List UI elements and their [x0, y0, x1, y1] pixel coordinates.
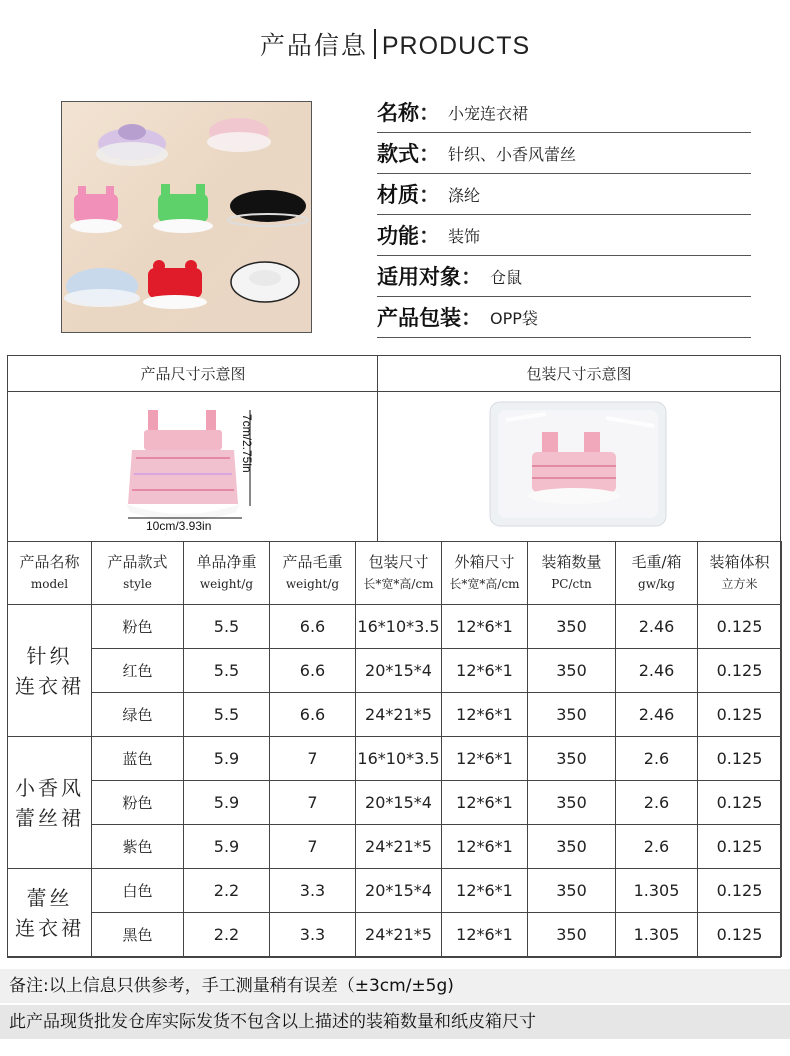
package-size-diagram-title: 包装尺寸示意图: [378, 356, 780, 392]
table-row: [8, 781, 782, 825]
qty-cell: 350: [528, 869, 616, 913]
black-lace-skirt: [228, 190, 308, 226]
diagram-divider: [377, 356, 378, 542]
info-key: 材质: [377, 183, 419, 207]
info-row: [377, 174, 751, 215]
qty-cell: 350: [528, 737, 616, 781]
pink-knit-dress: [70, 186, 122, 233]
column-header-en: PC/ctn: [551, 577, 592, 591]
width-dimension-label: 10cm/3.93in: [146, 519, 212, 533]
style-cell: 白色: [92, 869, 184, 913]
style-cell: 粉色: [92, 605, 184, 649]
vol-cell: 0.125: [698, 693, 782, 737]
box-cell: 12*6*1: [442, 605, 528, 649]
style-cell: 紫色: [92, 825, 184, 869]
table-row: [8, 825, 782, 869]
vol-cell: 0.125: [698, 605, 782, 649]
column-header-cn: 产品款式: [107, 553, 168, 571]
info-row: [377, 133, 751, 174]
product-size-diagram-title: 产品尺寸示意图: [8, 356, 378, 392]
column-header-cn: 毛重/箱: [631, 553, 682, 571]
box-cell: 12*6*1: [442, 781, 528, 825]
column-header-cn: 包装尺寸: [368, 553, 429, 571]
gross-cell: 6.6: [270, 693, 356, 737]
net-cell: 5.5: [184, 605, 270, 649]
green-knit-dress: [153, 184, 213, 233]
gw-cell: 2.6: [616, 737, 698, 781]
info-colon: ：: [419, 142, 440, 166]
style-cell: 粉色: [92, 781, 184, 825]
info-value: 装饰: [448, 226, 481, 246]
column-header-cn: 单品净重: [196, 553, 257, 571]
pkg-cell: 20*15*4: [356, 781, 442, 825]
pkg-cell: 20*15*4: [356, 869, 442, 913]
gw-cell: 2.6: [616, 825, 698, 869]
pkg-cell: 24*21*5: [356, 825, 442, 869]
page-title: [0, 26, 790, 62]
vol-cell: 0.125: [698, 737, 782, 781]
table-row: [8, 649, 782, 693]
vol-cell: 0.125: [698, 781, 782, 825]
column-header-cn: 产品毛重: [282, 553, 343, 571]
column-header: [270, 542, 356, 605]
box-cell: 12*6*1: [442, 737, 528, 781]
gross-cell: 3.3: [270, 869, 356, 913]
product-photo: [61, 101, 312, 333]
pkg-cell: 16*10*3.5: [356, 605, 442, 649]
table-row: [8, 869, 782, 913]
spec-table: [7, 541, 782, 957]
box-cell: 12*6*1: [442, 693, 528, 737]
table-header-row: [8, 542, 782, 605]
net-cell: 2.2: [184, 913, 270, 957]
vol-cell: 0.125: [698, 825, 782, 869]
group-name-line2: 连衣裙: [15, 915, 84, 940]
gw-cell: 2.6: [616, 781, 698, 825]
info-colon: ：: [461, 265, 482, 289]
group-name-line1: 蕾丝: [26, 885, 73, 910]
table-row: [8, 737, 782, 781]
column-header-en: 立方米: [721, 577, 758, 591]
net-cell: 5.5: [184, 649, 270, 693]
info-value: 小宠连衣裙: [448, 103, 529, 123]
column-header-en: weight/g: [199, 577, 254, 591]
info-value: 涤纶: [448, 185, 481, 205]
column-header-en: weight/g: [285, 577, 340, 591]
info-key: 功能: [377, 224, 419, 248]
qty-cell: 350: [528, 693, 616, 737]
style-cell: 蓝色: [92, 737, 184, 781]
style-cell: 黑色: [92, 913, 184, 957]
net-cell: 5.9: [184, 781, 270, 825]
group-name-line1: 小香风: [15, 775, 84, 800]
net-cell: 5.9: [184, 825, 270, 869]
style-cell: 绿色: [92, 693, 184, 737]
purple-lace-skirt: [96, 124, 168, 166]
gw-cell: 1.305: [616, 913, 698, 957]
gross-cell: 6.6: [270, 649, 356, 693]
info-row: [377, 256, 751, 297]
column-header-en: 长*宽*高/cm: [363, 577, 434, 591]
net-cell: 2.2: [184, 869, 270, 913]
column-header: [356, 542, 442, 605]
column-header: [92, 542, 184, 605]
white-lace-skirt: [231, 262, 299, 302]
group-name-line1: 针织: [26, 643, 73, 668]
column-header-cn: 外箱尺寸: [454, 553, 515, 571]
info-value: 仓鼠: [490, 267, 523, 287]
vol-cell: 0.125: [698, 649, 782, 693]
info-row: [377, 297, 751, 338]
pink-lace-skirt: [207, 118, 271, 152]
group-name-line2: 连衣裙: [15, 673, 84, 698]
info-key: 名称: [377, 101, 419, 125]
box-cell: 12*6*1: [442, 913, 528, 957]
product-group-name: [8, 737, 92, 869]
info-value: 针织、小香风蕾丝: [448, 144, 577, 164]
info-colon: ：: [419, 183, 440, 207]
pkg-cell: 16*10*3.5: [356, 737, 442, 781]
style-cell: 红色: [92, 649, 184, 693]
product-photo-illustration: [62, 102, 311, 332]
height-dimension-label: 7cm/2.75in: [240, 414, 254, 473]
title-cn: 产品信息: [259, 31, 368, 60]
title-divider: [374, 29, 376, 59]
net-cell: 5.5: [184, 693, 270, 737]
info-key: 产品包装: [377, 306, 461, 330]
info-colon: ：: [461, 306, 482, 330]
note-shipping: 此产品现货批发仓库实际发货不包含以上描述的装箱数量和纸皮箱尺寸: [0, 1005, 790, 1039]
table-row: [8, 693, 782, 737]
column-header-en: gw/kg: [638, 577, 675, 591]
info-key: 适用对象: [377, 265, 461, 289]
gw-cell: 1.305: [616, 869, 698, 913]
pkg-cell: 24*21*5: [356, 693, 442, 737]
box-cell: 12*6*1: [442, 869, 528, 913]
gross-cell: 6.6: [270, 605, 356, 649]
column-header-cn: 产品名称: [19, 553, 80, 571]
column-header-cn: 装箱体积: [709, 553, 770, 571]
column-header-cn: 装箱数量: [541, 553, 602, 571]
qty-cell: 350: [528, 825, 616, 869]
notes-section: [0, 969, 790, 1039]
title-en: PRODUCTS: [381, 32, 531, 60]
pkg-cell: 20*15*4: [356, 649, 442, 693]
info-row: [377, 92, 751, 133]
qty-cell: 350: [528, 913, 616, 957]
red-knit-dress: [143, 260, 207, 309]
qty-cell: 350: [528, 781, 616, 825]
qty-cell: 350: [528, 649, 616, 693]
info-row: [377, 215, 751, 256]
column-header-en: model: [30, 577, 69, 591]
net-cell: 5.9: [184, 737, 270, 781]
info-colon: ：: [419, 101, 440, 125]
column-header-en: style: [123, 577, 152, 591]
gw-cell: 2.46: [616, 605, 698, 649]
table-row: [8, 605, 782, 649]
blue-lace-skirt: [64, 268, 140, 307]
product-group-name: [8, 869, 92, 957]
vol-cell: 0.125: [698, 913, 782, 957]
info-value: OPP袋: [490, 308, 538, 328]
column-header: [698, 542, 782, 605]
product-info-list: [377, 92, 751, 338]
table-row: [8, 913, 782, 957]
column-header: [442, 542, 528, 605]
column-header: [616, 542, 698, 605]
vol-cell: 0.125: [698, 869, 782, 913]
pkg-cell: 24*21*5: [356, 913, 442, 957]
gw-cell: 2.46: [616, 649, 698, 693]
column-header: [528, 542, 616, 605]
gross-cell: 7: [270, 825, 356, 869]
info-key: 款式: [377, 142, 419, 166]
column-header: [184, 542, 270, 605]
gross-cell: 7: [270, 737, 356, 781]
group-name-line2: 蕾丝裙: [15, 805, 84, 830]
box-cell: 12*6*1: [442, 649, 528, 693]
column-header: [8, 542, 92, 605]
gross-cell: 7: [270, 781, 356, 825]
note-disclaimer: 备注:以上信息只供参考，手工测量稍有误差（±3cm/±5g): [0, 969, 790, 1003]
box-cell: 12*6*1: [442, 825, 528, 869]
product-group-name: [8, 605, 92, 737]
column-header-en: 长*宽*高/cm: [449, 577, 520, 591]
gw-cell: 2.46: [616, 693, 698, 737]
info-colon: ：: [419, 224, 440, 248]
qty-cell: 350: [528, 605, 616, 649]
gross-cell: 3.3: [270, 913, 356, 957]
package-illustration: [486, 396, 671, 532]
